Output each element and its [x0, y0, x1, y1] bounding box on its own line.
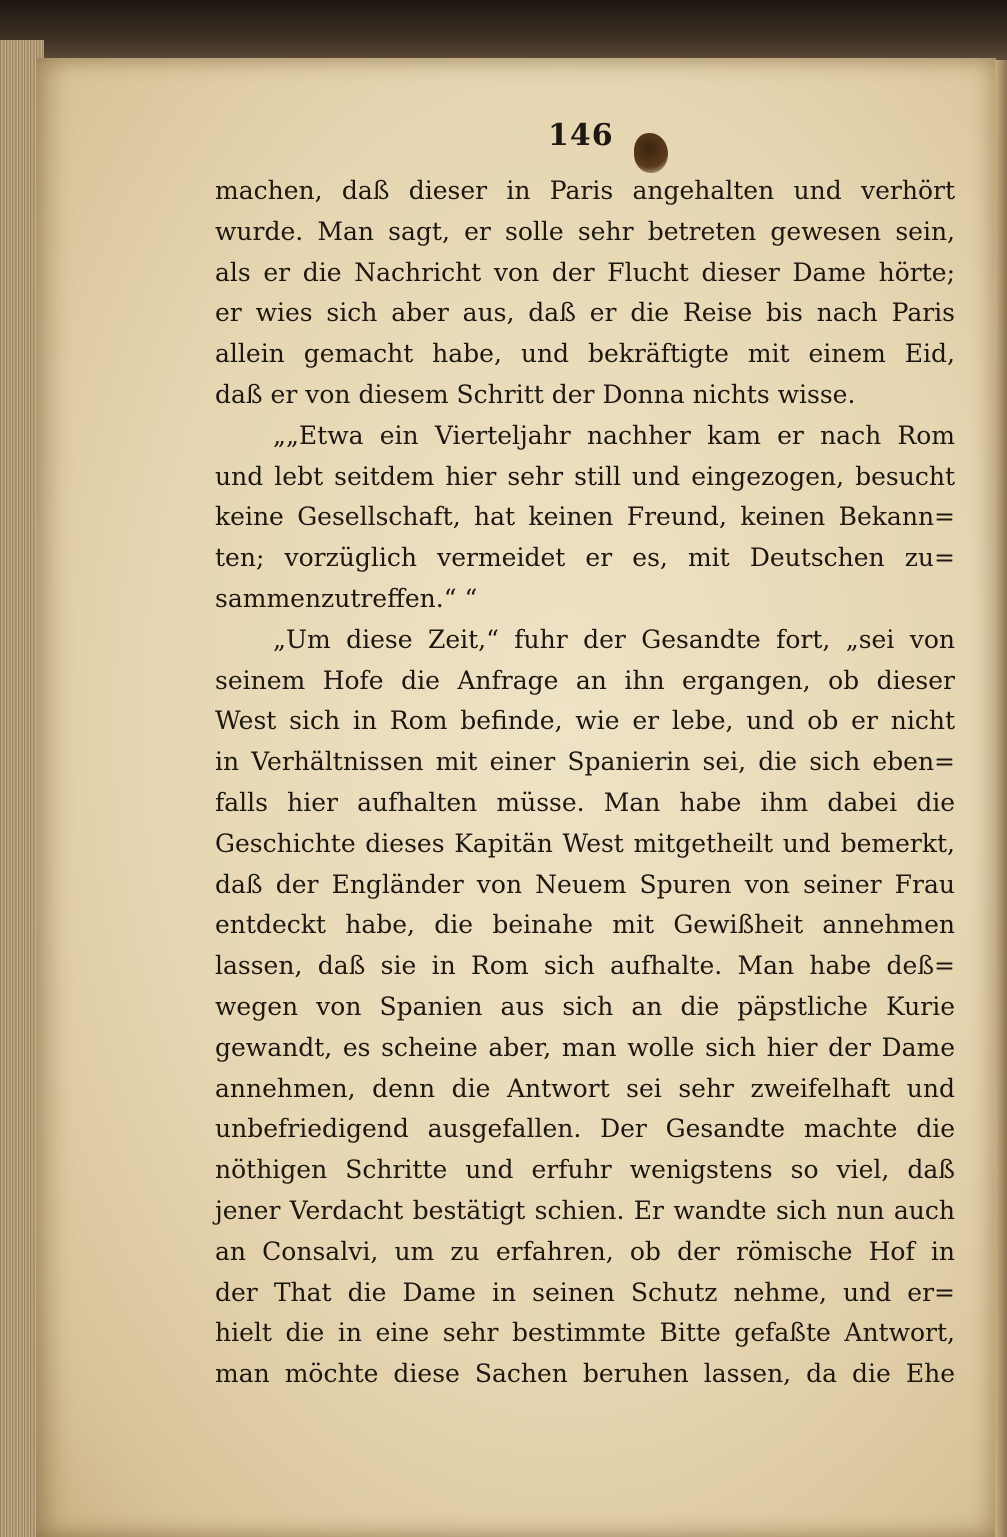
- text-line: als er die Nachricht von der Flucht dieser Dame hörte;: [215, 257, 955, 287]
- text-line: der That die Dame in seinen Schutz nehme, und er=: [215, 1277, 955, 1307]
- text-line: „„Etwa ein Vierteljahr nachher kam er nach Rom: [273, 420, 955, 450]
- text-line: annehmen, denn die Antwort sei sehr zweifelhaft und: [215, 1073, 955, 1103]
- text-line: und lebt seitdem hier sehr still und eingezogen, besucht: [215, 461, 955, 491]
- text-line: er wies sich aber aus, daß er die Reise bis nach Paris: [215, 298, 955, 328]
- text-line: entdeckt habe, die beinahe mit Gewißheit annehmen: [215, 910, 955, 940]
- text-line: lassen, daß sie in Rom sich aufhalte. Man habe deß=: [215, 951, 955, 981]
- text-line: allein gemacht habe, und bekräftigte mit einem Eid,: [215, 339, 955, 369]
- text-line: sammenzutreffen.“ “: [215, 583, 478, 613]
- text-line: an Consalvi, um zu erfahren, ob der römische Hof in: [215, 1236, 955, 1266]
- text-line: West sich in Rom befinde, wie er lebe, und ob er nicht: [215, 706, 955, 736]
- body-text: [215, 171, 955, 1395]
- page-right-edge: [995, 60, 1007, 1537]
- text-line: gewandt, es scheine aber, man wolle sich hier der Dame: [215, 1032, 955, 1062]
- text-line: daß der Engländer von Neuem Spuren von seiner Frau: [215, 869, 955, 899]
- text-line: in Verhältnissen mit einer Spanierin sei, die sich eben=: [215, 747, 955, 777]
- text-line: Geschichte dieses Kapitän West mitgetheilt und bemerkt,: [215, 828, 955, 858]
- text-line: falls hier aufhalten müsse. Man habe ihm dabei die: [215, 787, 955, 817]
- text-line: daß er von diesem Schritt der Donna nichts wisse.: [215, 379, 856, 409]
- text-line: unbefriedigend ausgefallen. Der Gesandte machte die: [215, 1114, 955, 1144]
- text-line: keine Gesellschaft, hat keinen Freund, keinen Bekann=: [215, 502, 955, 532]
- text-line: wegen von Spanien aus sich an die päpstliche Kurie: [215, 991, 955, 1021]
- book-binding: [0, 0, 1007, 60]
- page-number: 146: [548, 118, 614, 153]
- text-line: hielt die in eine sehr bestimmte Bitte gefaßte Antwort,: [215, 1318, 955, 1348]
- text-line: man möchte diese Sachen beruhen lassen, da die Ehe: [215, 1359, 955, 1389]
- text-line: nöthigen Schritte und erfuhr wenigstens so viel, daß: [215, 1155, 955, 1185]
- text-line: ten; vorzüglich vermeidet er es, mit Deutschen zu=: [215, 543, 955, 573]
- text-line: jener Verdacht bestätigt schien. Er wandte sich nun auch: [215, 1195, 955, 1225]
- ink-stain: [634, 133, 668, 173]
- text-line: wurde. Man sagt, er solle sehr betreten gewesen sein,: [215, 216, 955, 246]
- text-line: „Um diese Zeit,“ fuhr der Gesandte fort, „sei von: [273, 624, 955, 654]
- text-line: seinem Hofe die Anfrage an ihn ergangen, ob dieser: [215, 665, 955, 695]
- text-line: machen, daß dieser in Paris angehalten und verhört: [215, 176, 955, 205]
